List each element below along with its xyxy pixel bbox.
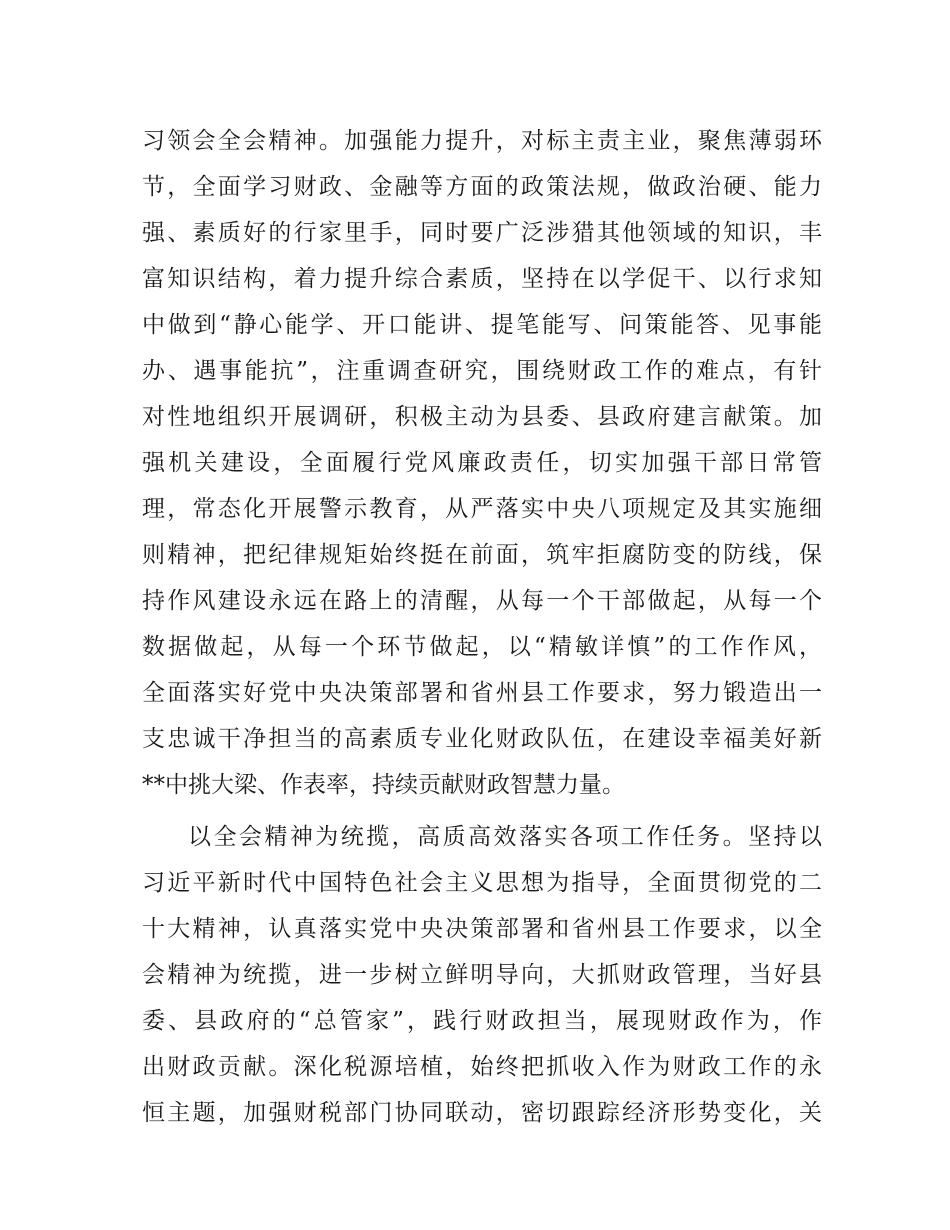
text-line: 中做到“静心能学、开口能讲、提笔能写、问策能答、见事能 [142, 312, 822, 338]
text-line: 十大精神，认真落实党中央决策部署和省州县工作要求，以全 [142, 916, 822, 942]
text-line: 持作风建设永远在路上的清醒，从每一个干部做起，从每一个 [142, 588, 822, 614]
text-line: 全面落实好党中央决策部署和省州县工作要求，努力锻造出一 [142, 680, 822, 706]
text-line: 理，常态化开展警示教育，从严落实中央八项规定及其实施细 [142, 496, 822, 522]
text-line: **中挑大梁、作表率，持续贡献财政智慧力量。 [142, 772, 625, 798]
text-line: 出财政贡献。深化税源培植，始终把抓收入作为财政工作的永 [142, 1054, 822, 1080]
paragraph-2 [142, 814, 822, 1136]
text-line: 委、县政府的“总管家”，践行财政担当，展现财政作为，作 [142, 1008, 822, 1034]
text-line: 办、遇事能抗”，注重调查研究，围绕财政工作的难点，有针 [142, 358, 822, 384]
text-line: 强、素质好的行家里手，同时要广泛涉猎其他领域的知识，丰 [142, 220, 822, 246]
paragraph-1 [142, 118, 822, 808]
text-line: 富知识结构，着力提升综合素质，坚持在以学促干、以行求知 [142, 266, 822, 292]
text-line: 习近平新时代中国特色社会主义思想为指导，全面贯彻党的二 [142, 870, 822, 896]
text-line: 则精神，把纪律规矩始终挺在前面，筑牢拒腐防变的防线，保 [142, 542, 822, 568]
document-body [142, 118, 822, 1136]
text-line: 会精神为统揽，进一步树立鲜明导向，大抓财政管理，当好县 [142, 962, 822, 988]
text-line: 数据做起，从每一个环节做起，以“精敏详慎”的工作作风， [142, 634, 822, 660]
text-line: 强机关建设，全面履行党风廉政责任，切实加强干部日常管 [142, 450, 822, 476]
text-line: 以全会精神为统揽，高质高效落实各项工作任务。坚持以 [188, 824, 822, 850]
text-line: 支忠诚干净担当的高素质专业化财政队伍，在建设幸福美好新 [142, 726, 822, 752]
text-line: 恒主题，加强财税部门协同联动，密切跟踪经济形势变化，关 [142, 1100, 822, 1126]
text-line: 节，全面学习财政、金融等方面的政策法规，做政治硬、能力 [142, 174, 822, 200]
text-line: 对性地组织开展调研，积极主动为县委、县政府建言献策。加 [142, 404, 822, 430]
text-line: 习领会全会精神。加强能力提升，对标主责主业，聚焦薄弱环 [142, 128, 822, 154]
